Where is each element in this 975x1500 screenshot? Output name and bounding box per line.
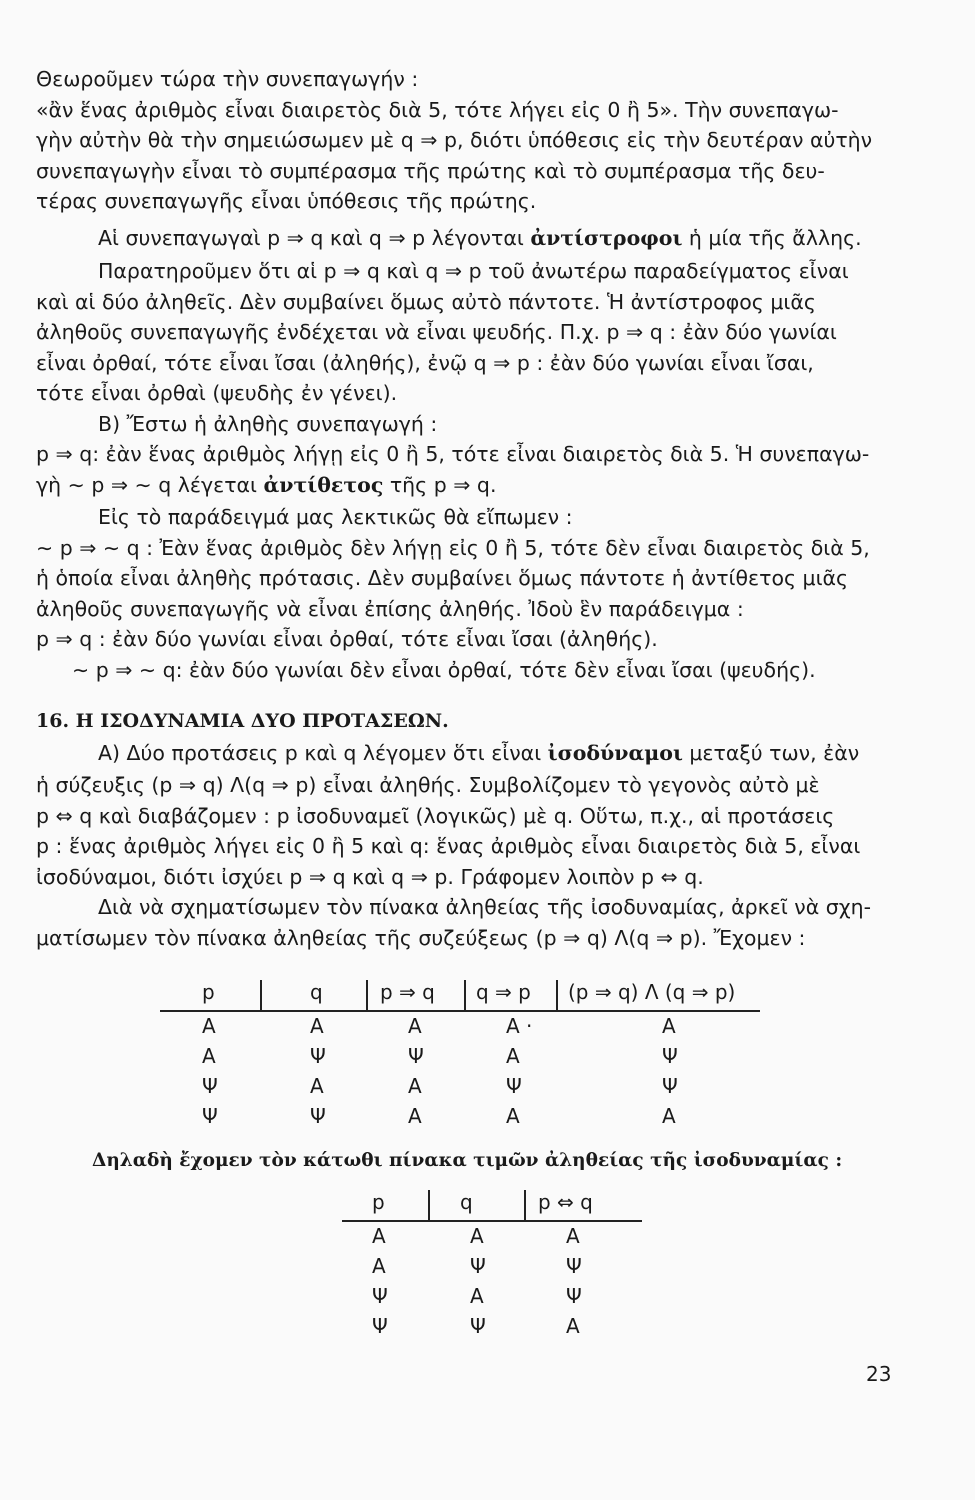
text-line: ἰσοδύναμοι, διότι ἰσχύει p ⇒ q καὶ q ⇒ p. Γράφομεν λοιπὸν p ⇔ q. [36, 864, 704, 889]
table-cell: Α [506, 1104, 520, 1128]
table-cell: Α [202, 1014, 216, 1038]
section-heading: 16. Η ΙΣΟΔΥΝΑΜΙΑ ΔΥΟ ΠΡΟΤΑΣΕΩΝ. [36, 710, 449, 732]
text-line: εἶναι ὀρθαί, τότε εἶναι ἴσαι (ἀληθής), ἐνῷ q ⇒ p : ἐὰν δύο γωνίαι εἶναι ἴσαι, [36, 350, 814, 375]
table-header-cell: q [460, 1190, 473, 1214]
table-cell: Α [408, 1074, 422, 1098]
table-cell: Α [566, 1314, 580, 1338]
text-line: τότε εἶναι ὀρθαὶ (ψευδὴς ἐν γένει). [36, 381, 398, 405]
text-line: συνεπαγωγὴν εἶναι τὸ συμπέρασμα τῆς πρώτης καὶ τὸ συμπέρασμα τῆς δευ- [36, 158, 825, 183]
truth-table-conjunction [190, 980, 770, 1130]
table-cell: Ψ [372, 1314, 388, 1338]
table-header-cell: q [310, 980, 323, 1004]
table-cell: Ψ [408, 1044, 424, 1068]
text-line: Εἰς τὸ παράδειγμά μας λεκτικῶς θὰ εἴπωμεν : [98, 505, 573, 529]
table-cell: Α · [506, 1014, 533, 1038]
table-header-cell: (p ⇒ q) Λ (q ⇒ p) [568, 980, 736, 1004]
table-header-cell: p ⇒ q [380, 980, 435, 1004]
text-segment: μεταξύ των, ἐὰν [682, 741, 860, 765]
table-cell: Α [662, 1104, 676, 1128]
table-column-rule [428, 1190, 430, 1222]
table-cell: Α [408, 1014, 422, 1038]
text-line: p ⇔ q καὶ διαβάζομεν : p ἰσοδυναμεῖ (λογικῶς) μὲ q. Οὕτω, π.χ., αἱ προτάσεις [36, 803, 835, 828]
table-header-cell: q ⇒ p [476, 980, 531, 1004]
table-cell: Ψ [566, 1254, 582, 1278]
table-header-cell: p ⇔ q [538, 1190, 593, 1214]
paragraph-antithetos [36, 470, 896, 501]
text-line: p : ἕνας ἀριθμὸς λήγει εἰς 0 ἢ 5 καὶ q: ἕνας ἀριθμὸς εἶναι διαιρετὸς διὰ 5, εἶναι [36, 834, 861, 858]
table-cell: Ψ [662, 1044, 678, 1068]
table-cell: Ψ [310, 1044, 326, 1068]
paragraph-antistrofoi [36, 223, 896, 254]
text-line: ματίσωμεν τὸν πίνακα ἀληθείας τῆς συζεύξεως (p ⇒ q) Λ(q ⇒ p). Ἔχομεν : [36, 925, 806, 950]
term-antistrofoi: ἀντίστροφοι [530, 226, 683, 250]
text-line: ∼ p ⇒ ∼ q: ἐὰν δύο γωνίαι δὲν εἶναι ὀρθαί, τότε δὲν εἶναι ἴσαι (ψευδής). [72, 657, 816, 682]
text-line: ∼ p ⇒ ∼ q : Ἐὰν ἕνας ἀριθμὸς δὲν λήγῃ εἰς 0 ἢ 5, τότε δὲν εἶναι διαιρετὸς διὰ 5, [36, 535, 870, 560]
text-line: καὶ αἱ δύο ἀληθεῖς. Δὲν συμβαίνει ὅμως αὐτὸ πάντοτε. Ἡ ἀντίστροφος μιᾶς [36, 289, 816, 314]
table-column-rule [524, 1190, 526, 1222]
table-column-rule [556, 980, 558, 1012]
table-cell: Α [470, 1224, 484, 1248]
table-cell: Α [202, 1044, 216, 1068]
text-line: ἀληθοῦς συνεπαγωγῆς ἐνδέχεται νὰ εἶναι ψευδής. Π.χ. p ⇒ q : ἐὰν δύο γωνίαι [36, 320, 837, 344]
term-isodynamoi: ἰσοδύναμοι [547, 741, 683, 765]
table-column-rule [366, 980, 368, 1012]
table-cell: Α [408, 1104, 422, 1128]
page-number: 23 [866, 1362, 892, 1386]
text-segment: ἡ μία τῆς ἄλλης. [682, 226, 862, 250]
table-cell: Α [310, 1014, 324, 1038]
table-cell: Α [662, 1014, 676, 1038]
table-cell: Ψ [202, 1104, 218, 1128]
table-cell: Α [310, 1074, 324, 1098]
text-line: τέρας συνεπαγωγῆς εἶναι ὑπόθεσις τῆς πρώτης. [36, 189, 537, 213]
table-cell: Ψ [506, 1074, 522, 1098]
text-line: Παρατηροῦμεν ὅτι αἱ p ⇒ q καὶ q ⇒ p τοῦ ἀνωτέρω παραδείγματος εἶναι [98, 259, 849, 283]
text-line: ἀληθοῦς συνεπαγωγῆς νὰ εἶναι ἐπίσης ἀληθής. Ἰδοὺ ἓν παράδειγμα : [36, 596, 744, 621]
paragraph-isodynamoi [36, 738, 896, 769]
paragraph-converse-intro [36, 64, 896, 217]
text-line: ἡ σύζευξις (p ⇒ q) Λ(q ⇒ p) εἶναι ἀληθής. Συμβολίζομεν τὸ γεγονὸς αὐτὸ μὲ [36, 773, 820, 797]
table-cell: Α [372, 1224, 386, 1248]
text-line: p ⇒ q : ἐὰν δύο γωνίαι εἶναι ὀρθαί, τότε εἶναι ἴσαι (ἀληθής). [36, 627, 658, 651]
paragraph-observation [36, 256, 896, 470]
text-line [36, 223, 896, 254]
table-header-cell: p [372, 1190, 385, 1214]
table-cell: Ψ [470, 1254, 486, 1278]
text-line: Β) Ἔστω ἡ ἀληθὴς συνεπαγωγή : [98, 411, 438, 436]
table-cell: Α [372, 1254, 386, 1278]
table-cell: Α [566, 1224, 580, 1248]
table-header-rule [342, 1220, 642, 1222]
table-cell: Ψ [470, 1314, 486, 1338]
table-column-rule [260, 980, 262, 1012]
truth-table-equivalence [362, 1190, 642, 1350]
table-cell: Ψ [372, 1284, 388, 1308]
table-cell: Α [470, 1284, 484, 1308]
table-cell: Ψ [310, 1104, 326, 1128]
text-line: p ⇒ q: ἐὰν ἕνας ἀριθμὸς λήγῃ εἰς 0 ἢ 5, τότε εἶναι διαιρετὸς διὰ 5. Ἡ συνεπαγω- [36, 442, 870, 466]
text-line: γὴν αὐτὴν θὰ τὴν σημειώσωμεν μὲ q ⇒ p, διότι ὑπόθεσις εἰς τὴν δευτέραν αὐτὴν [36, 128, 873, 152]
text-segment: Αἱ συνεπαγωγαὶ p ⇒ q καὶ q ⇒ p λέγονται [98, 226, 531, 250]
table-cell: Ψ [202, 1074, 218, 1098]
table-caption: Δηλαδὴ ἔχομεν τὸν κάτωθι πίνακα τιμῶν ἀληθείας τῆς ἰσοδυναμίας : [92, 1150, 843, 1171]
paragraph-example [36, 502, 896, 685]
table-cell: Ψ [662, 1074, 678, 1098]
term-antithetos: ἀντίθετος [263, 473, 384, 497]
text-line: ἡ ὁποία εἶναι ἀληθὴς πρότασις. Δὲν συμβαίνει ὅμως πάντοτε ἡ ἀντίθετος μιᾶς [36, 566, 849, 590]
text-line [36, 738, 896, 769]
table-header-rule [160, 1010, 760, 1012]
text-segment: τῆς p ⇒ q. [383, 473, 497, 497]
table-cell: Ψ [566, 1284, 582, 1308]
text-segment: Α) Δύο προτάσεις p καὶ q λέγομεν ὅτι εἶναι [98, 741, 548, 765]
table-cell: Α [506, 1044, 520, 1068]
text-line: Θεωροῦμεν τώρα τὴν συνεπαγωγήν : [36, 67, 419, 91]
table-column-rule [464, 980, 466, 1012]
paragraph-equivalence [36, 770, 896, 953]
table-header-cell: p [202, 980, 215, 1004]
text-line: Διὰ νὰ σχηματίσωμεν τὸν πίνακα ἀληθείας τῆς ἰσοδυναμίας, ἀρκεῖ νὰ σχη- [98, 895, 871, 919]
text-line: «ἂν ἕνας ἀριθμὸς εἶναι διαιρετὸς διὰ 5, τότε λήγει εἰς 0 ἢ 5». Τὴν συνεπαγω- [36, 97, 839, 122]
text-line [36, 470, 896, 501]
text-segment: γὴ ∼ p ⇒ ∼ q λέγεται [36, 473, 264, 497]
